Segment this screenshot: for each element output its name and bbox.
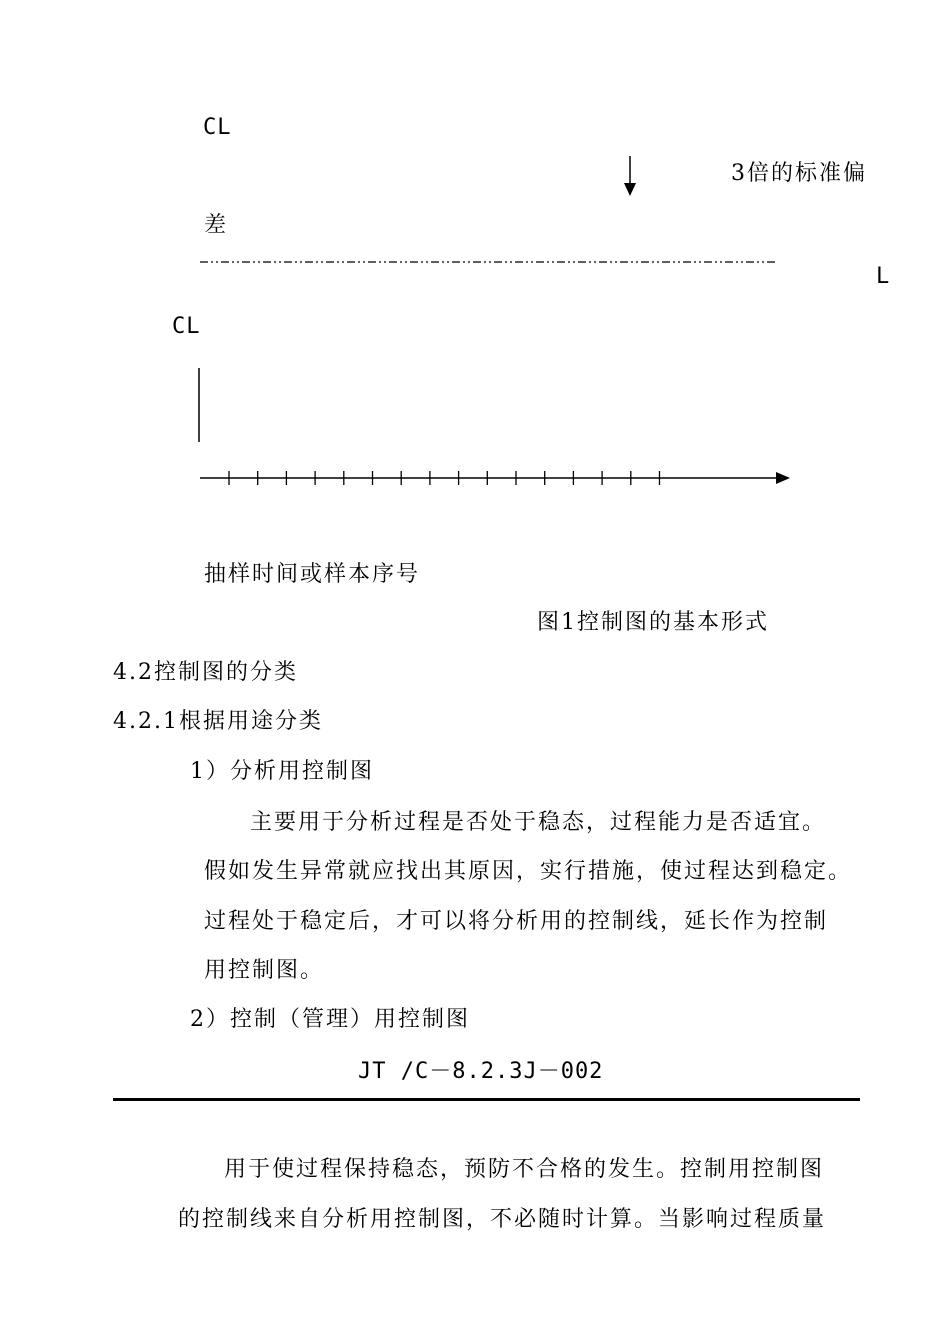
- item1-body-line: 用控制图。: [204, 958, 325, 983]
- axis-arrow-icon: [776, 472, 790, 484]
- lcl-label: L: [876, 264, 891, 289]
- item2-title: 2）控制（管理）用控制图: [190, 1007, 470, 1032]
- page-divider: [113, 1098, 860, 1101]
- cl-top-label: CL: [203, 115, 232, 140]
- x-axis-label: 抽样时间或样本序号: [204, 562, 421, 587]
- section-heading-4-2: 4.2控制图的分类: [113, 660, 298, 685]
- footer-document-code: JT /C－8.2.3J－002: [358, 1059, 604, 1084]
- item1-title: 1）分析用控制图: [190, 759, 374, 784]
- section-heading-4-2-1: 4.2.1根据用途分类: [113, 709, 323, 734]
- figure-caption: 图1控制图的基本形式: [537, 610, 769, 635]
- down-arrow-icon: [624, 156, 636, 196]
- annotation-text-part2: 差: [204, 213, 229, 238]
- next-page-line: 用于使过程保持稳态，预防不合格的发生。控制用控制图: [224, 1157, 825, 1182]
- cl-left-label: CL: [172, 314, 201, 339]
- item1-body-line: 假如发生异常就应找出其原因，实行措施，使过程达到稳定。: [204, 859, 853, 884]
- control-chart-diagram: [0, 0, 950, 520]
- item1-body-line: 主要用于分析过程是否处于稳态，过程能力是否适宜。: [250, 810, 827, 835]
- annotation-text-part1: 3倍的标准偏: [731, 161, 867, 186]
- next-page-line: 的控制线来自分析用控制图，不必随时计算。当影响过程质量: [178, 1207, 827, 1232]
- item1-body-line: 过程处于稳定后，才可以将分析用的控制线，延长作为控制: [204, 909, 829, 934]
